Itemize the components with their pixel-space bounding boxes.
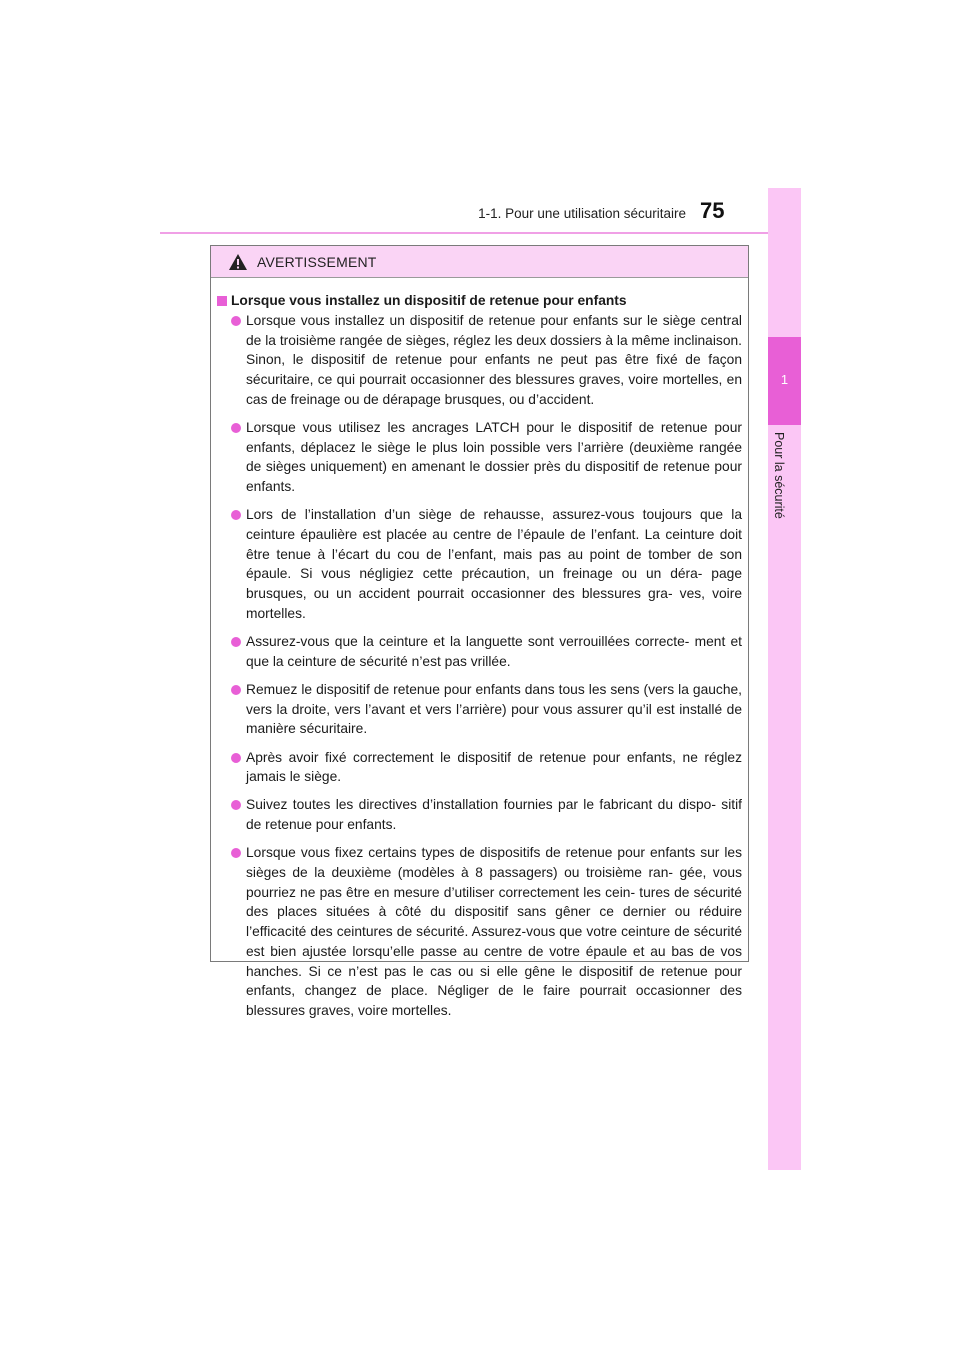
list-item (231, 843, 742, 1020)
page-number: 75 (700, 198, 725, 223)
chapter-number: 1 (780, 372, 789, 387)
warning-box (210, 245, 749, 1018)
list-item (231, 418, 742, 497)
bullet-dot-icon (231, 316, 241, 326)
header-divider (160, 232, 800, 234)
bullet-dot-icon (231, 637, 241, 647)
list-item-text: Lorsque vous utilisez les ancrages LATCH pour le dispositif de retenue pour enfants, déplacez le siège le plus loin possible vers l’arrière (deuxième rangée de sièges uniquement) en amenant le dossier près du dispositif de retenue pour enfants. (246, 420, 742, 495)
warning-body (211, 278, 748, 1021)
list-item (231, 680, 742, 739)
list-item-text: Lorsque vous installez un dispositif de retenue pour enfants sur le siège central de la troisième rangée de sièges, réglez les deux dossiers à la même inclinaison. Sinon, le dispositif de retenue pour enfants ne peut pas être fixé de façon sécuritaire, ce qui pourrait occasionner des blessures graves, voire mortelles, en cas de freinage ou de dérapage brusques, ou d’accident. (246, 313, 742, 407)
square-marker-icon (217, 296, 227, 306)
bullet-dot-icon (231, 753, 241, 763)
list-item-text: Remuez le dispositif de retenue pour enfants dans tous les sens (vers la gauche, vers la droite, vers l’avant et vers l’arrière) pour vous assurer qu’il est installé de manière sécuritaire. (246, 681, 742, 737)
list-item-text: Après avoir fixé correctement le dispositif de retenue pour enfants, ne réglez jamais le siège. (246, 749, 742, 785)
list-item (231, 748, 742, 787)
list-item (231, 795, 742, 834)
list-item-text: Suivez toutes les directives d’installation fournies par le fabricant du dispo- sitif de retenue pour enfants. (246, 797, 742, 833)
list-item-text: Lorsque vous fixez certains types de dispositifs de retenue pour enfants sur les sièges de la deuxième (modèles à 8 passagers) ou troisième ran- gée, vous pourriez ne pas être en mesure d’utiliser correctement les cein- tures de sécurité des places situées à côté du dispositif sans gêner ce dernier ou réduire l’efficacité des ceintures de sécurité. Assurez-vous que votre ceinture de sécurité est bien ajustée lorsqu’elle passe au centre de votre épaule et au bas de vos hanches. Si ce n’est pas le cas ou si elle gêne le dispositif de retenue pour enfants, changez de place. Négliger de le faire pourrait occasionner des blessures graves, voire mortelles. (246, 845, 742, 1018)
warning-title: AVERTISSEMENT (257, 253, 377, 270)
list-item (231, 311, 742, 410)
warning-subheading-text: Lorsque vous installez un dispositif de retenue pour enfants (231, 293, 627, 308)
header-section-title: 1-1. Pour une utilisation sécuritaire (478, 206, 686, 221)
list-item-text: Assurez-vous que la ceinture et la languette sont verrouillées correcte- ment et que la ceinture de sécurité n’est pas vrillée. (246, 634, 742, 669)
bullet-dot-icon (231, 685, 241, 695)
bullet-dot-icon (231, 510, 241, 520)
list-item (231, 632, 742, 671)
list-item-text: Lors de l’installation d’un siège de rehausse, assurez-vous toujours que la ceinture épaulière est placée au centre de l’épaule de l’enfant. La ceinture doit être tenue à l’écart du cou de l’enfant, mais pas au point de tomber de son épaule. Si vous négligiez cette précaution, un freinage ou un déra- page brusques, ou un accident pourrait occasionner des blessures gra- ves, voire mortelles. (246, 507, 742, 621)
warning-list (215, 311, 742, 1021)
warning-header (211, 246, 748, 278)
list-item (231, 505, 742, 623)
bullet-dot-icon (231, 848, 241, 858)
side-tab (768, 188, 801, 1170)
warning-subheading (215, 291, 742, 310)
side-section-label: Pour la sécurité (772, 432, 786, 519)
bullet-dot-icon (231, 423, 241, 433)
warning-triangle-icon (228, 253, 248, 271)
bullet-dot-icon (231, 800, 241, 810)
